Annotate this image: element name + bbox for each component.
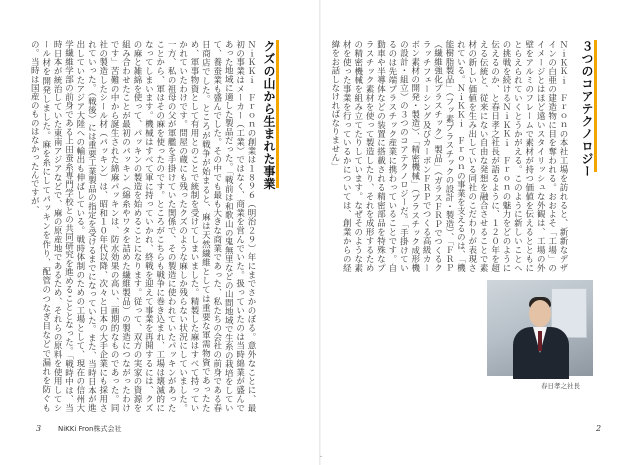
- photo-caption: 春日孝之社長: [541, 382, 580, 390]
- center-mark: ・: [318, 454, 325, 461]
- page-gutter: [319, 0, 321, 465]
- president-photo: [487, 280, 593, 376]
- left-running-head: NiKKi Fron株式会社: [58, 425, 122, 433]
- left-page-number: 3: [36, 424, 42, 433]
- left-page-heading: クズの山から生まれた事業: [262, 40, 276, 190]
- right-page-number: 2: [596, 424, 602, 433]
- right-page-body: ＮｉＫＫｉ Ｆｒｏｎの本社工場を訪れると、新新なデザインの白亜の建造物に目を奪われる。おおよそ「工場」のイメージとはほど遠いスタイリッシュな外観は、工場の外壁をアルミのフレームで素材が持つ価値を伝えるとともにとらえられていくとうかがえる。このように新しいことへの挑戦を続けるＮｉＫＫｉ Ｆｒｏｎの魅力をどのように伝えるのか、と春日孝之社長が語るように、１２０年を超える伝統と、従来にない自由な発想を融合させることで素材の新しい価値を生み出している同社のこだわりが表現されている。ＮｉＫＫｉ Ｆｒｏｎの事業を支えるのは、「機能樹脂製品」（フッ素プラスチックの設計・製造）、「ＦＲＰ（繊維強化プラスチック）製品」（ガラスＦＲＰでつくるクラッチフェーシング及びカーボンＦＲＰでつくる高級カーボン素材の開発・製造）、「精密機械」（プラスチック成形機の設計・組立）の３つのコアテクノロジーだ。「手掛けているのは先端プラスチック産業に携わっていることです。自動車や半導体などの装置に搭載される精密部品を特殊なプラスチック素材を使って製造したり、それを成形するための精密機械を組み立てたりしています。なぜそのような素材を使った事業を行っているかについては、創業からの経緯をお話しなければなりません」: [329, 40, 568, 272]
- right-page-heading: ３つのコアテクノロジー: [580, 40, 594, 178]
- left-page-body: ＮｉＫＫｉ Ｆｒｏｎの創業は１８９６（明治２９）年にまでさかのぼる。意外なことに、最初の事業はメーカー（工業）ではなく、商業を営んでいた。扱っていたのは当時綿業が盛んであった地域に適した製品だった。「戦前は和歌山の鬼無里などの山間地域で生糸の栽培をしていて、養蚕業も盛んでした。その中でも最も大きな商業であった、私たちの会社の前身である春日商店でした。ところが戦争が始まると、麻は天然繊維としては重要な軍需物資であったため、軍事物資として有用とのことで統制を受けてしまいました。精製した麻はすべて持っていかれていたわけです。問屋の蔵にも残ったクズのような麻しか残らない状況にしていました。一方、私の祖母の父が軍艦を手掛けていた関係で、その製造に使われていたパッキンがあったことから、軍はその麻を使ったのです。ところがこちらも戦争に巻き込まれ、工場は壊滅的になってしまいます。機械はすべて軍に持っていかれ、終戦を迎えて事業を再開するには、クズの麻と雑綿を使って、パッキンの製造を始めることになります。従って、双方の実家の資源を組み合わせたことが最初のパッキン（綿糸やワタを詰めた繊維製品）の製造につながったわけです」苦難の中から誕生された綿麻パッキンは、防水効果の高い、画期的なものであった。同社の製造したシール材（パッキン）は、昭和１０年代以降、次々と日本の大手企業にも採用されていった。（戦後）には重要工業製品の指定を受けるまでになっていた。また、当時日本が進出していたアジア大陸への輸出も伸ばしている。戦時体制のための工場として、現在の信州大学繊維学部の前身である上田蚕糸専門学校との共同研究を進めることとなった。「戦時中は、当時日本が統治していた東南アジアなどで、麻の原産地であるため、それらの原料を使用してシール材を開発しました。麻を糸にしてパッキンを作り、配管のつなぎ目などで漏れを防ぐもの。当時は国産のものはなかったんですが、: [29, 40, 256, 412]
